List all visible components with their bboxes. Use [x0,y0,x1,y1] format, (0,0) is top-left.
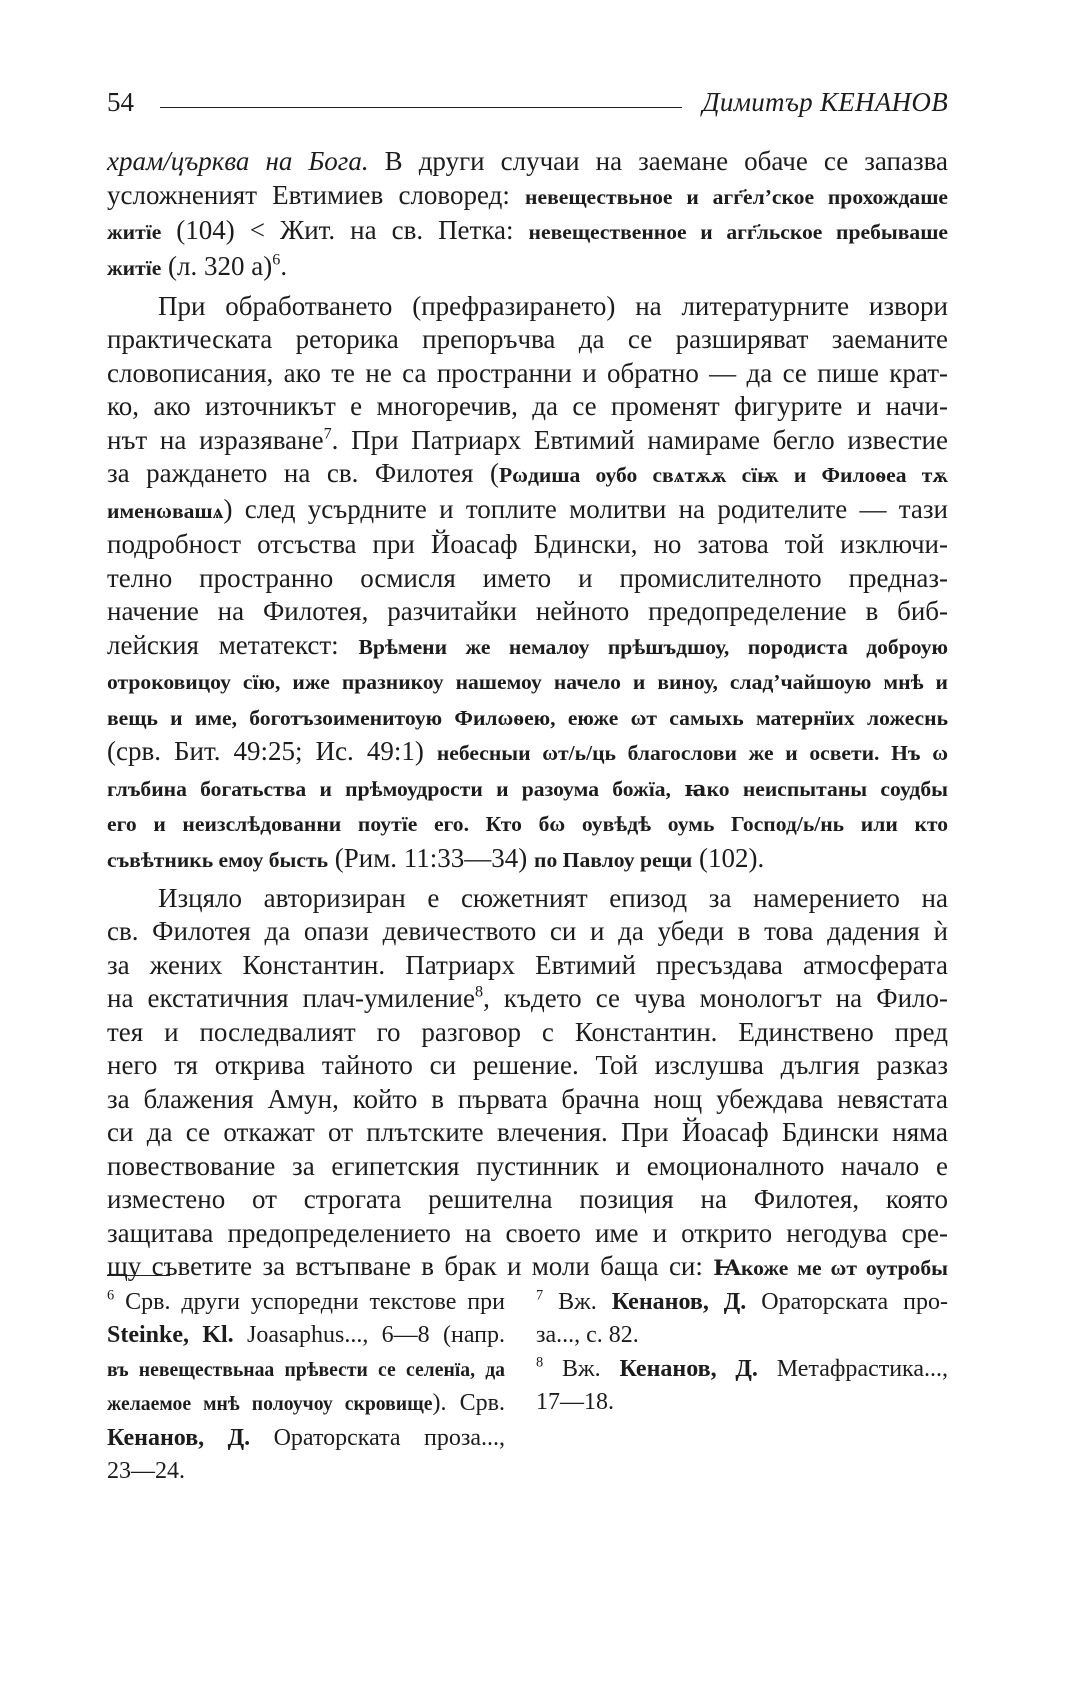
footnote-line [107,1455,505,1488]
text-run: Метафрастика..., [757,1355,949,1382]
text-run: (102). [692,842,765,873]
slavonic-quote: его и неизслѣдованни поутїе его. Кто бω оувѣдѣ оумь Господ/ь/нь или кто [107,812,948,836]
text-line [107,179,948,215]
text-run: за раждането на св. Филотея ( [107,458,499,488]
slavonic-quote: житїе [107,220,162,244]
footnote [536,1353,948,1420]
text-run: 17—18. [536,1389,614,1416]
text-line [107,250,948,286]
running-title-author: Димитър КЕНАНОВ [702,87,948,117]
text-run: телно пространно осмисля името и промислителното предназ- [107,562,948,593]
footnotes-left-column [107,1286,505,1488]
text-line [107,700,948,736]
slavonic-quote: въ невеществьнаа прѣвести се селенїа, да [107,1358,505,1381]
text-line [107,357,948,391]
bold-author-name: Кенанов, Д. [619,1355,758,1382]
text-run: , където се чува монологът на Фило- [483,983,948,1013]
text-line [107,424,948,458]
text-run: ) след усърдните и топлите молитви на родителите — тази [223,493,948,524]
slavonic-quote: желаемое мнѣ полоучоу скровище [107,1393,433,1416]
text-run: за блажения Амун, който в първата брачна нощ убеждава невястата [107,1083,948,1114]
slavonic-quote: житїе [107,255,162,280]
text-line [107,842,948,878]
text-run: словописания, ако те не са пространни и обратно — да се пише крат- [107,357,948,388]
text-run: Изцяло авторизиран е сюжетният епизод за намерението на [158,882,948,913]
text-run: тея и последвалият го разговор с Константин. Единствено пред [107,1016,948,1047]
text-run: (Рим. 11:33—34) [328,842,535,873]
text-run: . При Патриарх Евтимий намираме бегло известие [331,424,948,455]
text-run: (срв. Бит. 49:25; Ис. 49:1) [107,736,437,766]
text-run: Ораторската про- [746,1289,948,1315]
text-line [107,323,948,357]
header-rule [160,107,682,108]
footnote-line [107,1286,505,1319]
slavonic-quote: Врѣмени же немалоу прѣшъдшоу, породиста доброую [358,634,948,659]
footnote [107,1286,505,1488]
text-run: на екстатичния плач-умиление [107,983,475,1013]
text-run: 23—24. [107,1458,185,1485]
text-run: Вж. [543,1289,612,1315]
slavonic-quote: невещественное и агг҃льское пребываше [528,220,949,244]
text-line [107,145,948,179]
text-line [107,915,948,949]
slavonic-quote: Ꙗкоже ме ωт оутробы [713,1256,948,1280]
text-line [107,1049,948,1083]
text-run: за жених Константин. Патриарх Евтимий пресъздава атмосферата [107,949,948,980]
text-run: Срв. други успоредни текстове при [114,1289,505,1315]
text-line [107,1116,948,1150]
italic-text: храм/църква на Бога. [107,146,369,176]
text-run: за..., с. 82. [536,1322,639,1349]
text-line [107,457,948,493]
footnote [536,1286,948,1353]
paragraph [107,290,948,878]
text-run: усложненият Евтимиев словоред: [107,179,526,210]
slavonic-quote: небесныи ωт/ь/ць благослови же и освети. Нъ ω [436,741,948,765]
text-line [107,806,948,842]
text-line [107,528,948,562]
bold-author-name: Кенанов, Д. [107,1424,251,1451]
main-text [107,145,948,1286]
text-line [107,493,948,529]
footnote-line [536,1386,948,1419]
footnote-marker: 6 [272,249,281,268]
running-header [107,86,948,118]
text-line [107,882,948,916]
text-run: защитава предопределението на своето име и открито негодува сре- [107,1217,948,1248]
footnote-marker: 8 [536,1354,544,1371]
footnote-line [107,1353,505,1387]
text-run: Joasaphus..., 6—8 (напр. [233,1322,505,1349]
text-run: нът на изразяване [107,424,324,455]
slavonic-quote: именωвашѧ [107,498,224,523]
slavonic-quote: невеществьное и агг҃елʼское прохождаше [525,184,949,209]
bold-author-name: Steinke, Kl. [107,1322,234,1349]
text-run: него тя открива тайното си решение. Той изслушва дългия разказ [107,1050,948,1080]
text-run: ). Срв. [432,1390,505,1417]
text-line [107,1183,948,1217]
text-run: щу съветите за встъпване в брак и моли баща си: [107,1251,714,1281]
footnote-line [107,1319,505,1352]
footnote-marker: 7 [323,423,332,442]
text-line [107,214,948,250]
footnotes-right-column [536,1286,948,1420]
text-line [107,771,948,807]
footnote-line [536,1286,948,1319]
text-run: При обработването (префразирането) на литературните извори [158,290,948,321]
footnote-line [536,1353,948,1386]
text-run: Ораторската проза..., [250,1424,505,1451]
footnote-marker: 7 [536,1287,544,1304]
text-line [107,595,948,629]
text-run: лейския метатекст: [107,629,359,660]
slavonic-quote: по Павлоу рещи [534,847,693,872]
slavonic-quote: глъбина богатьства и прѣмоудрости и разоума божїа, ꙗко неиспытаны соудбы [107,776,948,801]
text-line [107,949,948,983]
text-run: св. Филотея да опази девичеството си и да убеди в това дадения ѝ [107,916,948,946]
text-run: (л. 320 а) [161,250,273,281]
text-run: изместено от строгата решителна позиция на Филотея, която [107,1184,948,1214]
page-number: 54 [107,87,134,117]
slavonic-quote: вещь и име, боготъзоименитоую Филωѳею, еюже ωт самыхь матернїих ложеснь [107,705,948,730]
text-line [107,562,948,596]
text-line [107,1217,948,1251]
text-line [107,664,948,700]
text-run: начение на Филотея, разчитайки нейното предопределение в биб- [107,596,948,626]
slavonic-quote: съвѣтникь емоу бысть [107,847,328,872]
bold-author-name: Кенанов, Д. [611,1289,747,1315]
text-run: си да се откажат от плътските влечения. При Йоасаф Бдински няма [107,1117,948,1147]
text-run: практическата реторика препоръчва да се разширяват заеманите [107,324,948,354]
footnote-line [107,1387,505,1421]
text-line [107,629,948,665]
text-run: ко, ако източникът е многоречив, да се променят фигурите и начи- [107,391,948,421]
text-line [107,1150,948,1184]
text-line [107,1083,948,1117]
footnote-separator [107,1275,170,1276]
text-line [107,735,948,771]
text-line [107,1250,948,1286]
paragraph [107,882,948,1286]
slavonic-quote: Рωдиша оубо свѧтѫѫ сїѭ и Филоѳеа тѫ [498,463,948,487]
text-run: (104) < Жит. на св. Петка: [161,215,529,245]
text-run: . [280,250,288,281]
text-line [107,390,948,424]
paragraph [107,145,948,285]
text-run: Вж. [543,1355,620,1382]
text-run: В други случаи на заемане обаче се запазва [368,146,948,176]
footnote-line [536,1319,948,1352]
text-line [107,982,948,1016]
slavonic-quote: отроковицоу сїю, иже празникоу нашемоу начело и виноу, сладʼчайшоую мнѣ и [107,670,948,694]
text-run: повествование за египетския пустинник и емоционалното начало е [107,1150,948,1181]
text-run: подробност отсъства при Йоасаф Бдински, но затова той изключи- [107,529,948,559]
footnote-line [107,1422,505,1455]
footnote-marker: 6 [107,1287,115,1304]
footnote-marker: 8 [474,982,484,1001]
text-line [107,1016,948,1050]
text-line [107,290,948,324]
